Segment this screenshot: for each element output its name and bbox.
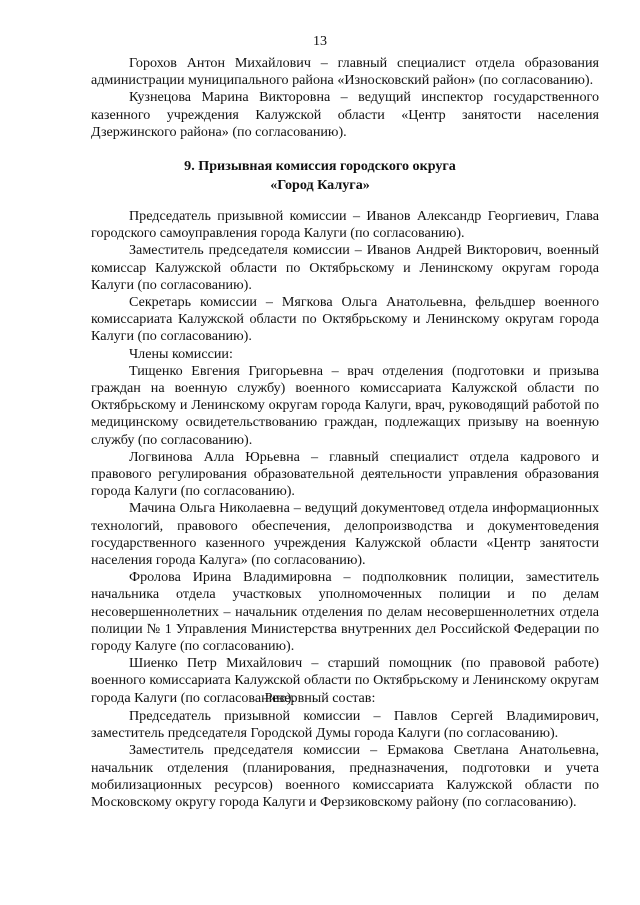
paragraph-reserve-chairman: Председатель призывной комиссии – Павлов Сергей Владимирович, заместитель председателя Городской Думы города Калуги (по согласованию).	[91, 708, 599, 742]
paragraph-reserve-deputy: Заместитель председателя комиссии – Ермакова Светлана Анатольевна, начальник отделения (планирования, предназначения, подготовки и учета мобилизационных ресурсов) военного комиссариата Калужской области по Московскому округу города Калуги и Ферзиковскому району (по согласованию).	[91, 742, 599, 811]
paragraph-machina: Мачина Ольга Николаевна – ведущий документовед отдела информационных технологий, правового обеспечения, делопроизводства и документоведения государственного казенного учреждения Калужской области «Центр занятости населения города Калуга» (по согласованию).	[91, 500, 599, 569]
paragraph-tishchenko: Тищенко Евгения Григорьевна – врач отделения (подготовки и призыва граждан на военную службу) военного комиссариата Калужской области по Октябрьскому и Ленинскому округам города Калуги, врач, руководящий работой по медицинскому освидетельствованию граждан, подлежащих призыву на военную службу (по согласованию).	[91, 362, 599, 448]
main-composition	[91, 208, 599, 707]
paragraph-shienko: Шиенко Петр Михайлович – старший помощник (по правовой работе) военного комиссариата Калужской области по Октябрьскому и Ленинскому округам города Калуги (по согласованию).	[91, 655, 599, 706]
reserve-heading: Резервный состав:	[264, 690, 376, 706]
section-title-line2: «Город Калуга»	[270, 177, 370, 193]
paragraph-members-label: Члены комиссии:	[129, 345, 233, 362]
paragraph-secretary: Секретарь комиссии – Мягкова Ольга Анатольевна, фельдшер военного комиссариата Калужской области по Октябрьскому и Ленинскому округам города Калуги (по согласованию).	[91, 294, 599, 345]
top-entries	[91, 55, 599, 141]
paragraph-frolova: Фролова Ирина Владимировна – подполковник полиции, заместитель начальника отдела участковых уполномоченных полиции и по делам несовершеннолетних – начальник отделения по делам несовершеннолетних отдела полиции № 1 Управления Министерства внутренних дел Российской Федерации по городу Калуге (по согласованию).	[91, 569, 599, 655]
paragraph-logvinova: Логвинова Алла Юрьевна – главный специалист отдела кадрового и правового регулирования образовательной деятельности управления образования города Калуги (по согласованию).	[91, 448, 599, 500]
reserve-composition	[91, 708, 599, 811]
paragraph-gorokhov: Горохов Антон Михайлович – главный специалист отдела образования администрации муниципального района «Износковский район» (по согласованию).	[91, 55, 599, 89]
paragraph-chairman: Председатель призывной комиссии – Иванов Александр Георгиевич, Глава городского самоуправления города Калуги (по согласованию).	[91, 208, 599, 242]
paragraph-deputy-chairman: Заместитель председателя комиссии – Иванов Андрей Викторович, военный комиссар Калужской области по Октябрьскому и Ленинскому округам города Калуги (по согласованию).	[91, 242, 599, 293]
section-title-line1: 9. Призывная комиссия городского округа	[184, 158, 456, 174]
paragraph-kuznetsova: Кузнецова Марина Викторовна – ведущий инспектор государственного казенного учреждения Калужской области «Центр занятости населения Дзержинского района» (по согласованию).	[91, 89, 599, 140]
page-number: 13	[312, 33, 328, 49]
